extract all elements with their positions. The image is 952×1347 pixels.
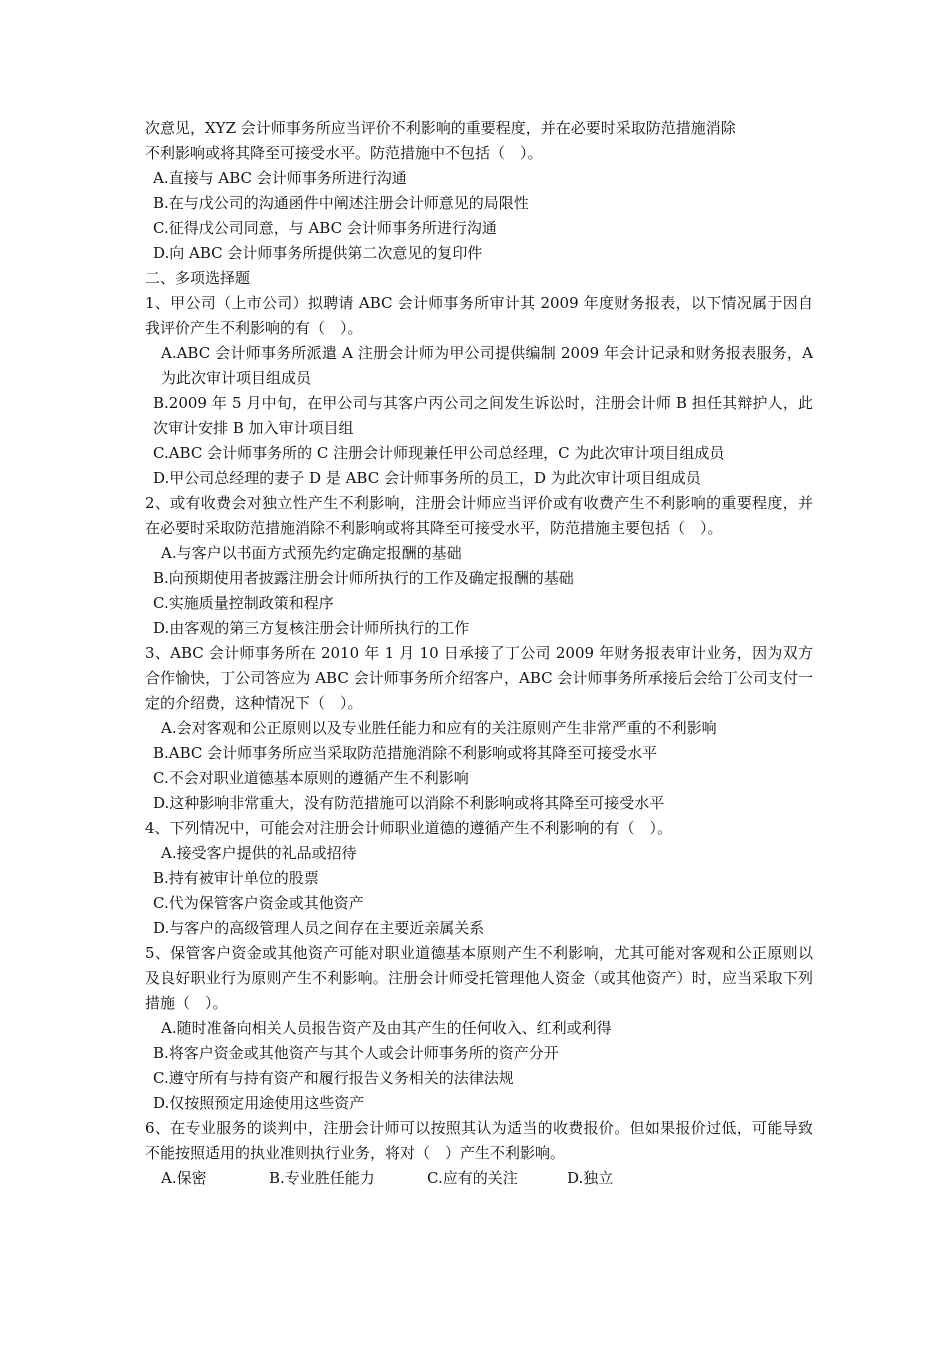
question-6-option-d: D.独立 <box>567 1169 614 1187</box>
question-6-option-b: B.专业胜任能力 <box>269 1169 375 1187</box>
question-2-option-b: B.向预期使用者披露注册会计师所执行的工作及确定报酬的基础 <box>153 569 574 587</box>
question-4-option-b: B.持有被审计单位的股票 <box>153 869 319 887</box>
question-3-option-b: B.ABC 会计师事务所应当采取防范措施消除不利影响或将其降至可接受水平 <box>153 744 658 762</box>
question-2-option-c: C.实施质量控制政策和程序 <box>153 594 334 612</box>
section-heading: 二、多项选择题 <box>145 269 251 287</box>
question-2-option-d: D.由客观的第三方复核注册会计师所执行的工作 <box>153 619 470 637</box>
question-3-option-c: C.不会对职业道德基本原则的遵循产生不利影响 <box>153 769 469 787</box>
question-4-stem: 4、下列情况中，可能会对注册会计师职业道德的遵循产生不利影响的有（ ）。 <box>145 819 673 837</box>
question-6-stem: 6、在专业服务的谈判中，注册会计师可以按照其认为适当的收费报价。但如果报价过低，可能导致不能按照适用的执业准则执行业务，将对（ ）产生不利影响。 <box>145 1119 813 1162</box>
intro-option-b: B.在与戊公司的沟通函件中阐述注册会计师意见的局限性 <box>153 194 529 212</box>
question-1-option-d: D.甲公司总经理的妻子 D 是 ABC 会计师事务所的员工，D 为此次审计项目组成员 <box>153 469 701 487</box>
question-3-option-d: D.这种影响非常重大，没有防范措施可以消除不利影响或将其降至可接受水平 <box>153 794 665 812</box>
question-1-stem: 1、甲公司（上市公司）拟聘请 ABC 会计师事务所审计其 2009 年度财务报表，以下情况属于因自我评价产生不利影响的有（ ）。 <box>145 294 813 337</box>
question-2-option-a: A.与客户以书面方式预先约定确定报酬的基础 <box>161 544 462 562</box>
question-6-options <box>145 1166 813 1191</box>
question-4-option-d: D.与客户的高级管理人员之间存在主要近亲属关系 <box>153 919 485 937</box>
intro-option-c: C.征得戊公司同意，与 ABC 会计师事务所进行沟通 <box>153 219 497 237</box>
question-3-stem: 3、ABC 会计师事务所在 2010 年 1 月 10 日承接了丁公司 2009 年财务报表审计业务，因为双方合作愉快，丁公司答应为 ABC 会计师事务所介绍客户，ABC 会计师事务所承接后会给丁公司支付一定的介绍费，这种情况下（ ）。 <box>145 644 813 712</box>
question-6-option-a: A.保密 <box>161 1169 207 1187</box>
question-5-option-c: C.遵守所有与持有资产和履行报告义务相关的法律法规 <box>153 1069 514 1087</box>
question-5-stem: 5、保管客户资金或其他资产可能对职业道德基本原则产生不利影响，尤其可能对客观和公正原则以及良好职业行为原则产生不利影响。注册会计师受托管理他人资金（或其他资产）时，应当采取下列措施（ ）。 <box>145 944 813 1012</box>
intro-line-2: 不利影响或将其降至可接受水平。防范措施中不包括（ ）。 <box>145 144 543 162</box>
question-1-option-c: C.ABC 会计师事务所的 C 注册会计师现兼任甲公司总经理，C 为此次审计项目组成员 <box>153 444 725 462</box>
question-6-option-c: C.应有的关注 <box>427 1169 518 1187</box>
question-5-option-b: B.将客户资金或其他资产与其个人或会计师事务所的资产分开 <box>153 1044 559 1062</box>
question-5-option-d: D.仅按照预定用途使用这些资产 <box>153 1094 365 1112</box>
intro-option-a: A.直接与 ABC 会计师事务所进行沟通 <box>153 169 407 187</box>
question-2-stem: 2、或有收费会对独立性产生不利影响，注册会计师应当评价或有收费产生不利影响的重要程度，并在必要时采取防范措施消除不利影响或将其降至可接受水平，防范措施主要包括（ ）。 <box>145 494 813 537</box>
intro-line-1: 次意见，XYZ 会计师事务所应当评价不利影响的重要程度，并在必要时采取防范措施消除 <box>145 119 736 137</box>
document-page <box>145 116 813 1191</box>
question-4-option-c: C.代为保管客户资金或其他资产 <box>153 894 364 912</box>
question-4-option-a: A.接受客户提供的礼品或招待 <box>161 844 357 862</box>
question-1-option-a: A.ABC 会计师事务所派遣 A 注册会计师为甲公司提供编制 2009 年会计记录和财务报表服务，A 为此次审计项目组成员 <box>161 344 813 387</box>
question-5-option-a: A.随时准备向相关人员报告资产及由其产生的任何收入、红利或利得 <box>161 1019 612 1037</box>
question-1-option-b: B.2009 年 5 月中旬，在甲公司与其客户丙公司之间发生诉讼时，注册会计师 B 担任其辩护人，此次审计安排 B 加入审计项目组 <box>153 394 813 437</box>
intro-option-d: D.向 ABC 会计师事务所提供第二次意见的复印件 <box>153 244 483 262</box>
question-3-option-a: A.会对客观和公正原则以及专业胜任能力和应有的关注原则产生非常严重的不利影响 <box>161 719 717 737</box>
